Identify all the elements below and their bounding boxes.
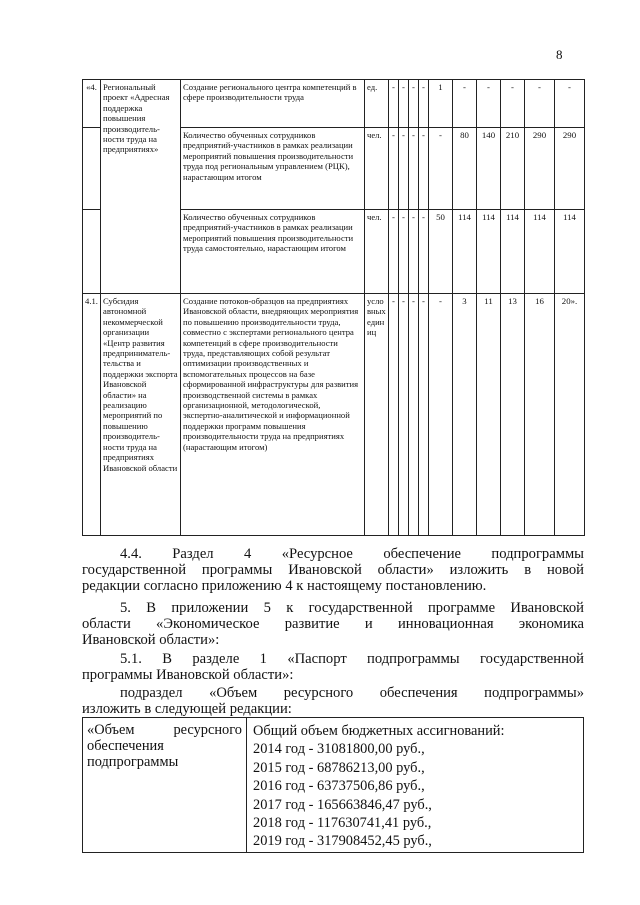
- year-line: 2015 год - 68786213,00 руб.,: [253, 759, 425, 776]
- value-cell: -: [419, 294, 429, 536]
- value-cell: -: [477, 80, 501, 128]
- year-line: 2016 год - 63737506,86 руб.,: [253, 778, 425, 795]
- unit: чел.: [365, 210, 389, 294]
- value-cell: 3: [453, 294, 477, 536]
- value-cell: -: [399, 294, 409, 536]
- paragraph-5-1: [82, 651, 584, 683]
- value-cell: -: [429, 128, 453, 210]
- value-cell: -: [453, 80, 477, 128]
- value-cell: -: [399, 80, 409, 128]
- indicator-name: Создание регионального центра компетенций в сфере производительности труда: [181, 80, 365, 128]
- row-number: [83, 210, 101, 294]
- project-name: Субсидия автономной некоммерческой организации «Центр развития предприниматель-тельства и поддержки экспорта Ивановской области» на реализацию мероприятий по повышению производитель-ности труда на предприятиях Ивановской области: [101, 294, 181, 536]
- value-cell: -: [409, 294, 419, 536]
- value-cell: 13: [501, 294, 525, 536]
- unit: чел.: [365, 128, 389, 210]
- paragraph-subsection: [82, 685, 584, 717]
- resource-values-cell: [253, 722, 505, 851]
- text-line: 4.4. Раздел 4 «Ресурсное обеспечение подпрограммы: [120, 546, 584, 562]
- paragraph-5: [82, 600, 584, 648]
- value-cell: -: [389, 80, 399, 128]
- resource-label-cell: [83, 718, 247, 852]
- value-cell: 114: [477, 210, 501, 294]
- indicator-name: Количество обученных сотрудников предприятий-участников в рамках реализации мероприятий повышения производительности труда самостоятельно, нарастающим итогом: [181, 210, 365, 294]
- resource-table: [82, 717, 584, 853]
- year-line: 2018 год - 117630741,41 руб.,: [253, 815, 432, 832]
- resource-heading: Общий объем бюджетных ассигнований:: [253, 723, 505, 739]
- label-line: «Объем ресурсного: [87, 722, 242, 738]
- justified-line: [82, 616, 584, 632]
- row-number: [83, 128, 101, 210]
- text-line: 5.1. В разделе 1 «Паспорт подпрограммы государственной: [120, 651, 584, 667]
- value-cell: 114: [453, 210, 477, 294]
- value-cell: 80: [453, 128, 477, 210]
- justified-line: [82, 562, 584, 578]
- label-line: обеспечения: [87, 738, 164, 755]
- value-cell: 290: [525, 128, 555, 210]
- value-cell: -: [409, 210, 419, 294]
- justified-line: [82, 546, 584, 562]
- value-cell: -: [419, 80, 429, 128]
- row-number: «4.: [83, 80, 101, 128]
- text-line: изложить в следующей редакции:: [82, 701, 292, 717]
- text-line: редакции согласно приложению 4 к настоящему постановлению.: [82, 578, 487, 594]
- justified-line: [82, 600, 584, 616]
- value-cell: -: [409, 128, 419, 210]
- year-line: 2019 год - 317908452,45 руб.,: [253, 833, 432, 850]
- unit: условных единиц: [365, 294, 389, 536]
- value-cell: 290: [555, 128, 585, 210]
- value-cell: 1: [429, 80, 453, 128]
- justified-line: [82, 651, 584, 667]
- paragraph-4-4: [82, 546, 584, 594]
- value-cell: 11: [477, 294, 501, 536]
- page-number: 8: [556, 47, 563, 62]
- value-cell: -: [429, 294, 453, 536]
- value-cell: -: [419, 128, 429, 210]
- value-cell: 114: [525, 210, 555, 294]
- value-cell: -: [501, 80, 525, 128]
- value-cell: -: [525, 80, 555, 128]
- value-cell: -: [399, 210, 409, 294]
- value-cell: 210: [501, 128, 525, 210]
- text-line: программы Ивановской области»:: [82, 667, 294, 683]
- project-name: Региональный проект «Адресная поддержка повышения производитель-ности труда на предприятиях»: [101, 80, 181, 294]
- text-line: Ивановской области»:: [82, 632, 220, 648]
- value-cell: -: [389, 128, 399, 210]
- justified-line: [82, 685, 584, 701]
- value-cell: -: [389, 210, 399, 294]
- value-cell: -: [555, 80, 585, 128]
- indicator-name: Количество обученных сотрудников предприятий-участников в рамках реализации мероприятий повышения производительности труда под региональным управлением (РЦК), нарастающим итогом: [181, 128, 365, 210]
- value-cell: 140: [477, 128, 501, 210]
- year-line: 2017 год - 165663846,47 руб.,: [253, 796, 432, 813]
- value-cell: -: [389, 294, 399, 536]
- text-line: подраздел «Объем ресурсного обеспечения подпрограммы»: [120, 685, 584, 701]
- text-line: 5. В приложении 5 к государственной программе Ивановской: [120, 600, 584, 616]
- value-cell: 16: [525, 294, 555, 536]
- label-line: подпрограммы: [87, 754, 179, 771]
- value-cell: 114: [501, 210, 525, 294]
- value-cell: 114: [555, 210, 585, 294]
- table-row: [83, 80, 585, 128]
- table-row: [83, 294, 585, 536]
- text-line: государственной программы Ивановской области» изложить в новой: [82, 562, 584, 578]
- value-cell: 50: [429, 210, 453, 294]
- value-cell: -: [399, 128, 409, 210]
- value-cell: 20».: [555, 294, 585, 536]
- value-cell: -: [419, 210, 429, 294]
- value-cell: -: [409, 80, 419, 128]
- indicators-table: [82, 79, 585, 536]
- indicator-name: Создание потоков-образцов на предприятиях Ивановской области, внедряющих мероприятия по повышению производительности труда, совместно с экспертами регионального центра компетенций в сфере производительности труда, представляющих собой результат оптимизации производственных и вспомогательных процессов на базе сформированной инфраструктуры для развития производственной системы в рамках организационной, методологической, экспертно-аналитической и информационной поддержки программ повышения производительности труда на предприятиях (нарастающим итогом): [181, 294, 365, 536]
- year-line: 2014 год - 31081800,00 руб.,: [253, 741, 425, 758]
- text-line: области «Экономическое развитие и инновационная экономика: [82, 616, 584, 632]
- row-number: 4.1.: [83, 294, 101, 536]
- unit: ед.: [365, 80, 389, 128]
